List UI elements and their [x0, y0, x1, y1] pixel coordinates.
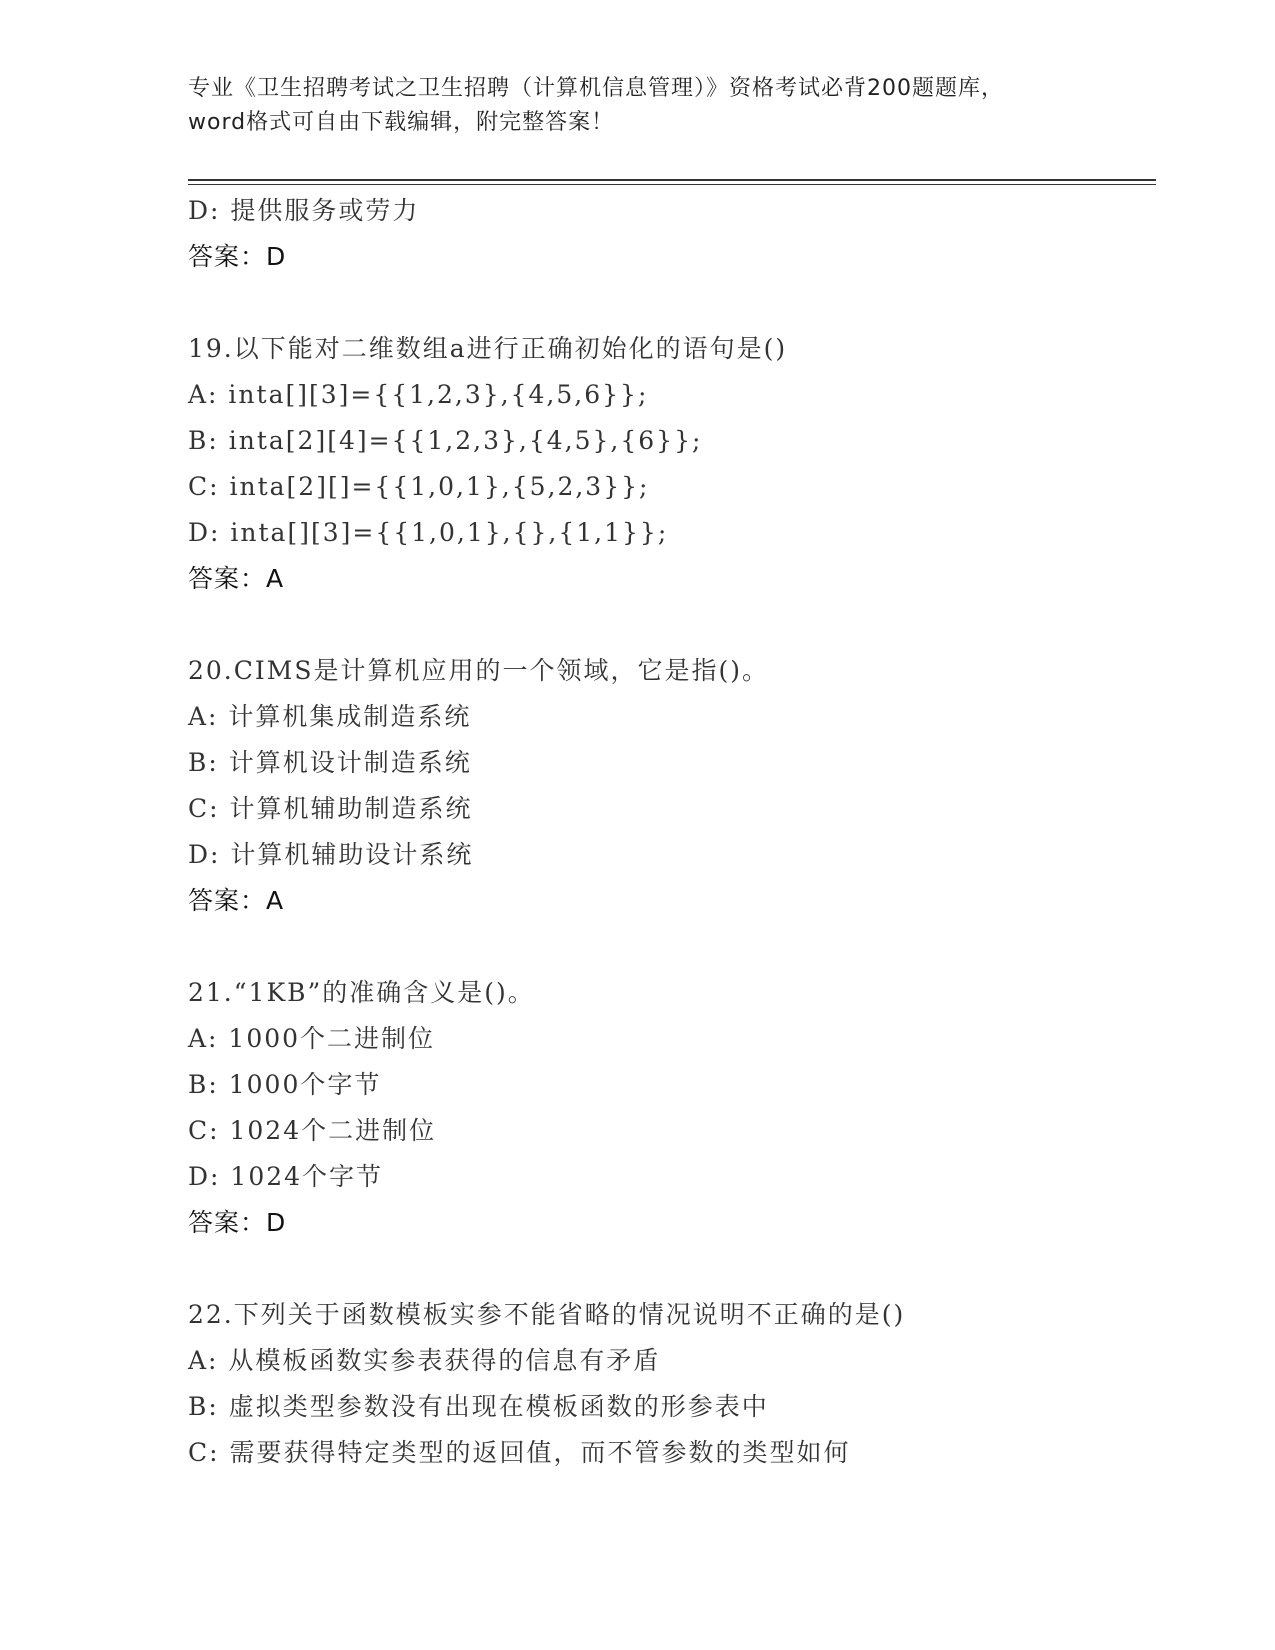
question-block [188, 188, 1156, 326]
answer-option: B: 1000个字节 [188, 1070, 382, 1099]
answer-option: D: 1024个字节 [188, 1162, 384, 1191]
answer-option: A: 计算机集成制造系统 [188, 702, 472, 731]
question-list [188, 188, 1156, 1476]
answer-option: B: inta[2][4]={{1,2,3},{4,5},{6}}; [188, 426, 703, 455]
answer-key: 答案：D [188, 242, 287, 271]
question-stem: 20.CIMS是计算机应用的一个领域，它是指()。 [188, 656, 769, 685]
question-spacer [188, 1246, 1156, 1292]
question-spacer [188, 924, 1156, 970]
question-stem: 19.以下能对二维数组a进行正确初始化的语句是() [188, 334, 788, 363]
answer-key: 答案：D [188, 1208, 287, 1237]
question-block [188, 326, 1156, 648]
answer-option: D: 提供服务或劳力 [188, 196, 420, 225]
document-header [188, 72, 1088, 140]
question-spacer [188, 602, 1156, 648]
header-title-line-1: 专业《卫生招聘考试之卫生招聘（计算机信息管理）》资格考试必背200题题库， [188, 76, 1004, 101]
header-divider-thick [188, 179, 1156, 181]
answer-option: A: inta[][3]={{1,2,3},{4,5,6}}; [188, 380, 649, 409]
answer-option: D: 计算机辅助设计系统 [188, 840, 474, 869]
answer-option: B: 计算机设计制造系统 [188, 748, 472, 777]
answer-option: C: 计算机辅助制造系统 [188, 794, 473, 823]
header-divider-thin [188, 184, 1156, 185]
answer-option: B: 虚拟类型参数没有出现在模板函数的形参表中 [188, 1392, 769, 1421]
answer-option: A: 1000个二进制位 [188, 1024, 436, 1053]
question-stem: 21.“1KB”的准确含义是()。 [188, 978, 535, 1007]
answer-option: C: 1024个二进制位 [188, 1116, 437, 1145]
question-spacer [188, 280, 1156, 326]
answer-option: A: 从模板函数实参表获得的信息有矛盾 [188, 1346, 661, 1375]
question-block [188, 1292, 1156, 1476]
answer-option: D: inta[][3]={{1,0,1},{},{1,1}}; [188, 518, 669, 547]
header-title-line-2: word格式可自由下载编辑，附完整答案！ [188, 110, 615, 135]
question-block [188, 648, 1156, 970]
answer-key: 答案：A [188, 564, 285, 593]
question-stem: 22.下列关于函数模板实参不能省略的情况说明不正确的是() [188, 1300, 906, 1329]
answer-key: 答案：A [188, 886, 285, 915]
answer-option: C: inta[2][]={{1,0,1},{5,2,3}}; [188, 472, 650, 501]
answer-option: C: 需要获得特定类型的返回值，而不管参数的类型如何 [188, 1438, 851, 1467]
question-block [188, 970, 1156, 1292]
